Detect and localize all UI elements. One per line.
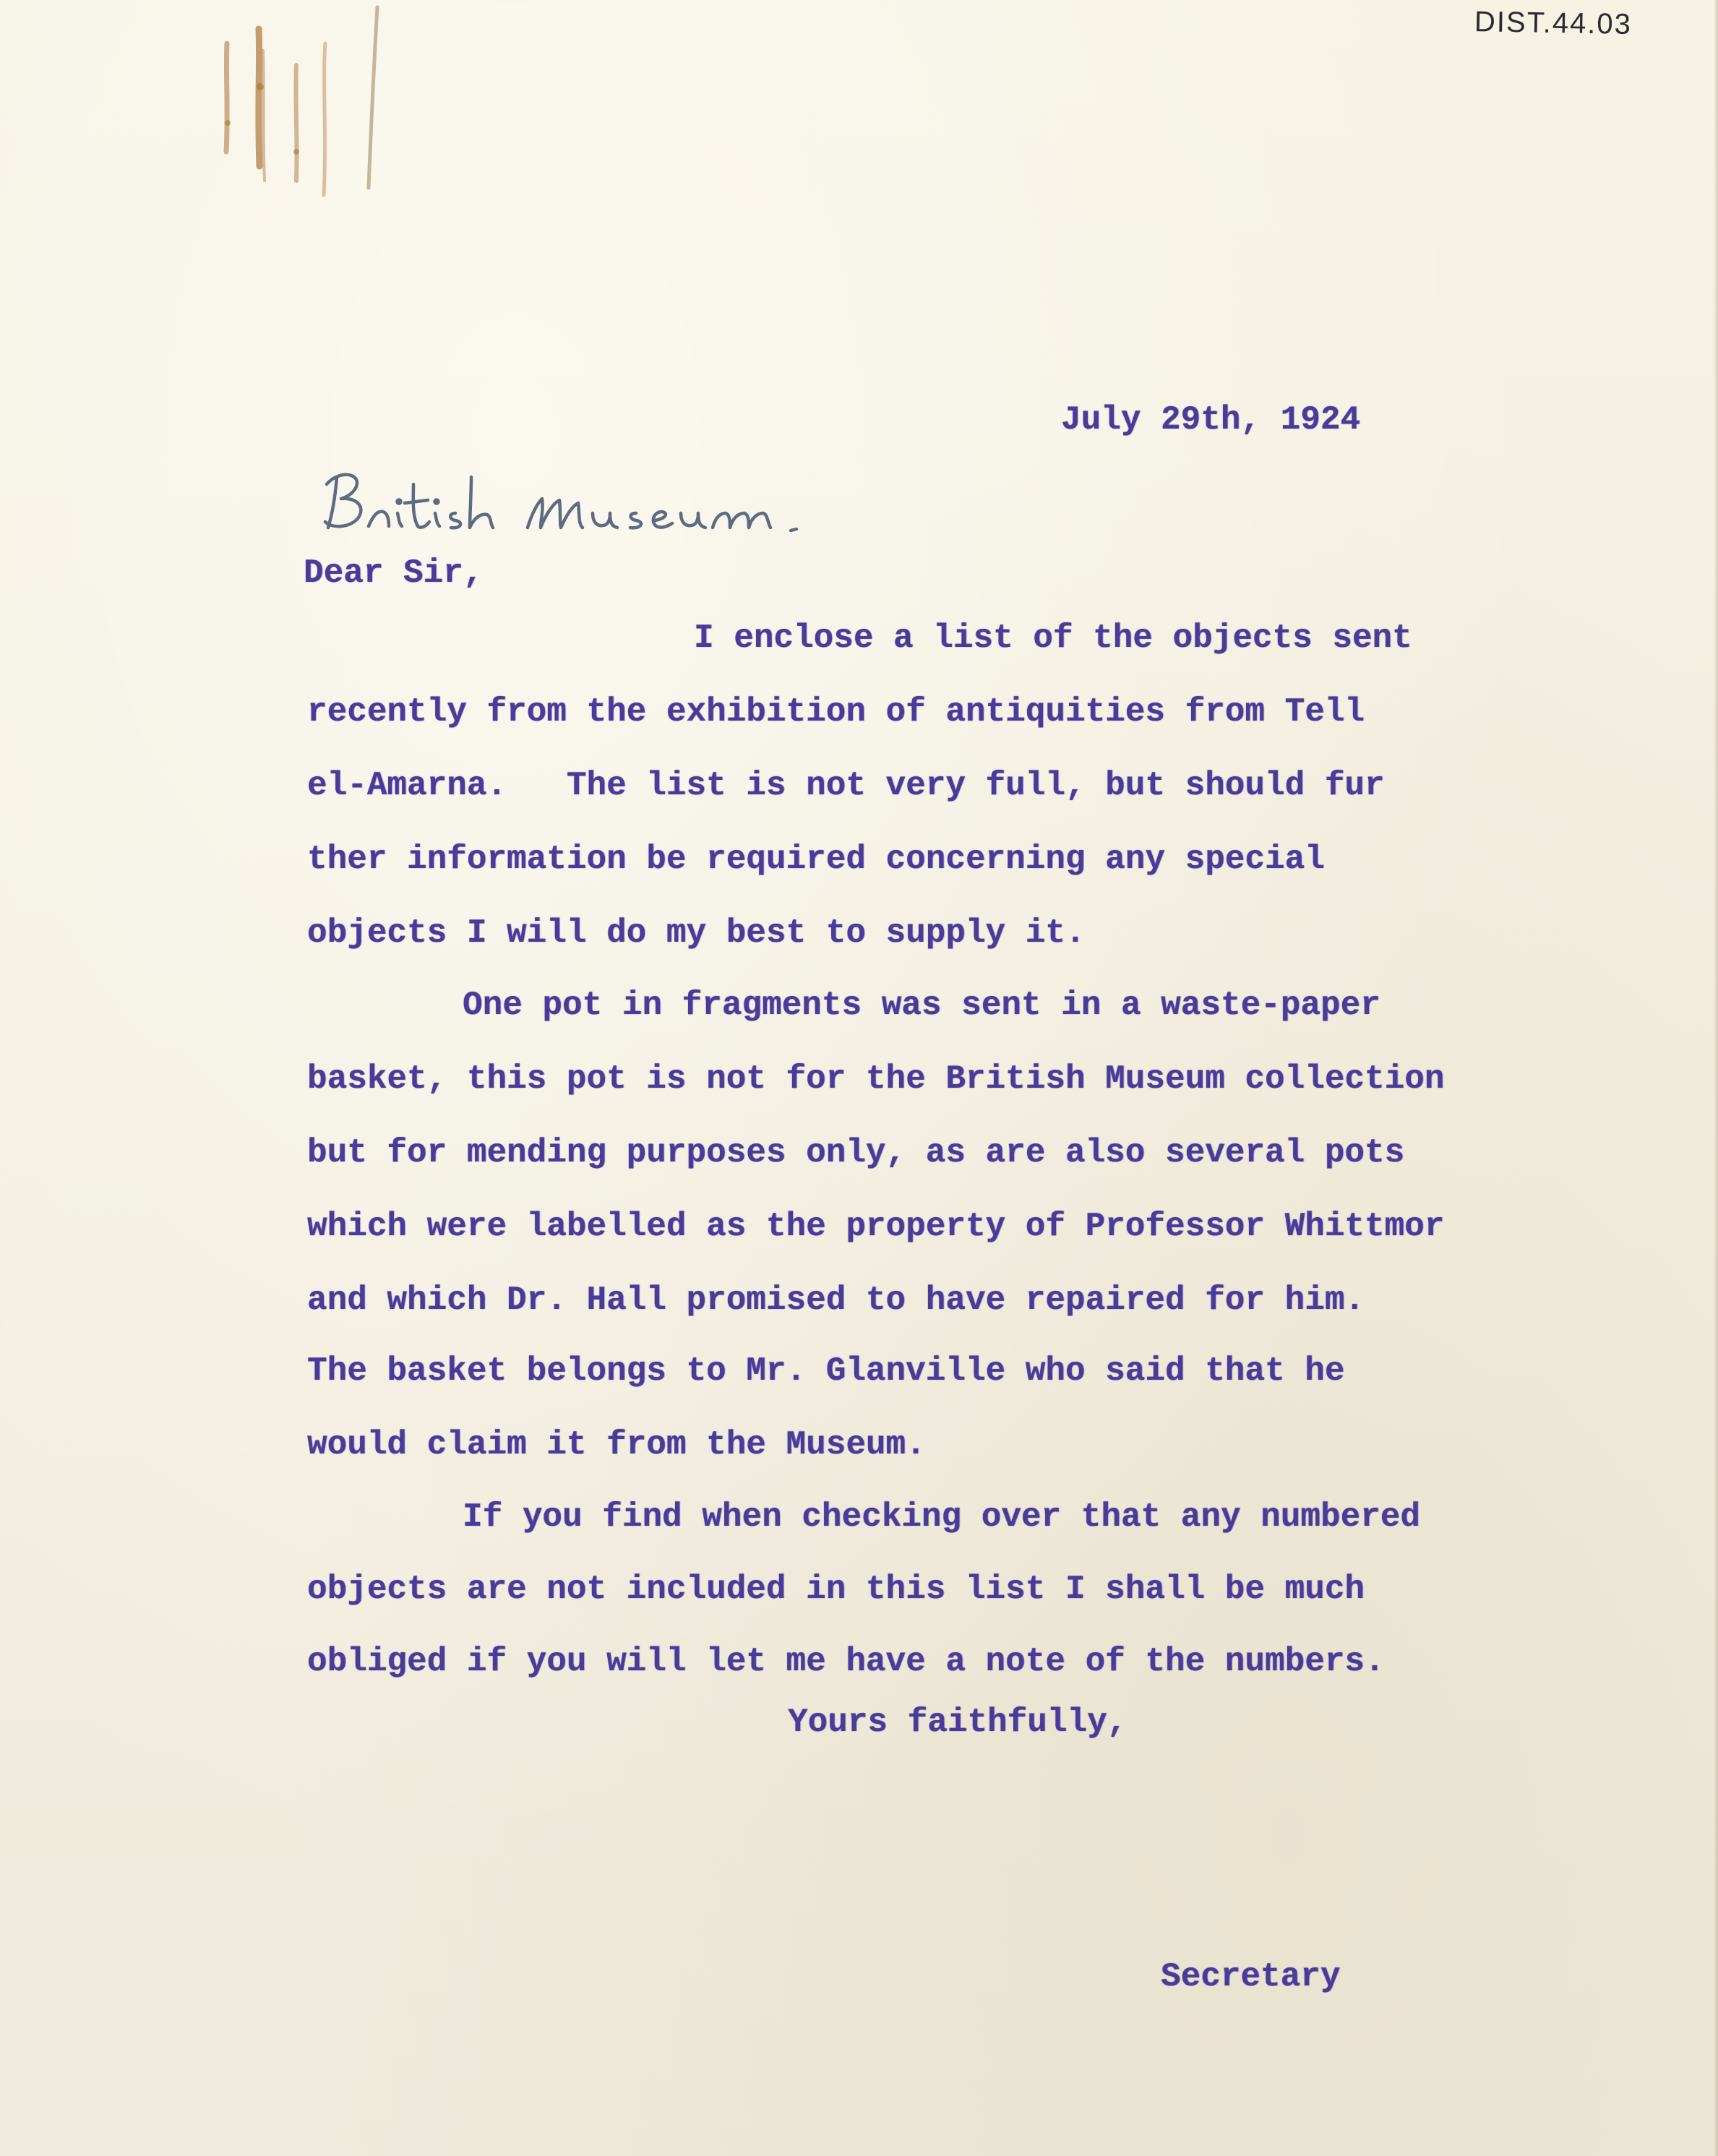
paper-edge	[1714, 0, 1718, 2156]
body-line-3: el-Amarna. The list is not very full, but should fur	[307, 767, 1385, 804]
rust-stain-marks	[188, 0, 419, 217]
body-line-11: The basket belongs to Mr. Glanville who said that he	[307, 1352, 1345, 1390]
body-line-9: which were labelled as the property of Professor Whittmor	[307, 1208, 1445, 1245]
body-line-14: objects are not included in this list I shall be much	[307, 1571, 1365, 1608]
body-line-12: would claim it from the Museum.	[307, 1426, 926, 1464]
closing: Yours faithfully,	[788, 1704, 1128, 1741]
salutation: Dear Sir,	[304, 554, 484, 592]
body-line-6: One pot in fragments was sent in a waste-paper	[463, 987, 1380, 1024]
body-line-4: ther information be required concerning any special	[307, 841, 1325, 878]
handwritten-addressee	[311, 455, 831, 549]
body-line-2: recently from the exhibition of antiquities from Tell	[307, 693, 1365, 731]
body-line-5: objects I will do my best to supply it.	[307, 914, 1086, 952]
handwritten-addressee-signature	[311, 455, 831, 549]
archive-reference: DIST.44.03	[1474, 6, 1633, 40]
body-line-7: basket, this pot is not for the British Museum collection	[307, 1060, 1445, 1098]
body-line-8: but for mending purposes only, as are also several pots	[307, 1134, 1405, 1172]
body-line-10: and which Dr. Hall promised to have repaired for him.	[307, 1281, 1365, 1319]
body-line-1: I enclose a list of the objects sent	[694, 619, 1412, 657]
body-line-13: If you find when checking over that any numbered	[463, 1498, 1421, 1536]
signatory-title: Secretary	[1161, 1958, 1341, 1996]
body-line-15: obliged if you will let me have a note of the numbers.	[307, 1643, 1385, 1680]
letter-date: July 29th, 1924	[1061, 401, 1361, 439]
